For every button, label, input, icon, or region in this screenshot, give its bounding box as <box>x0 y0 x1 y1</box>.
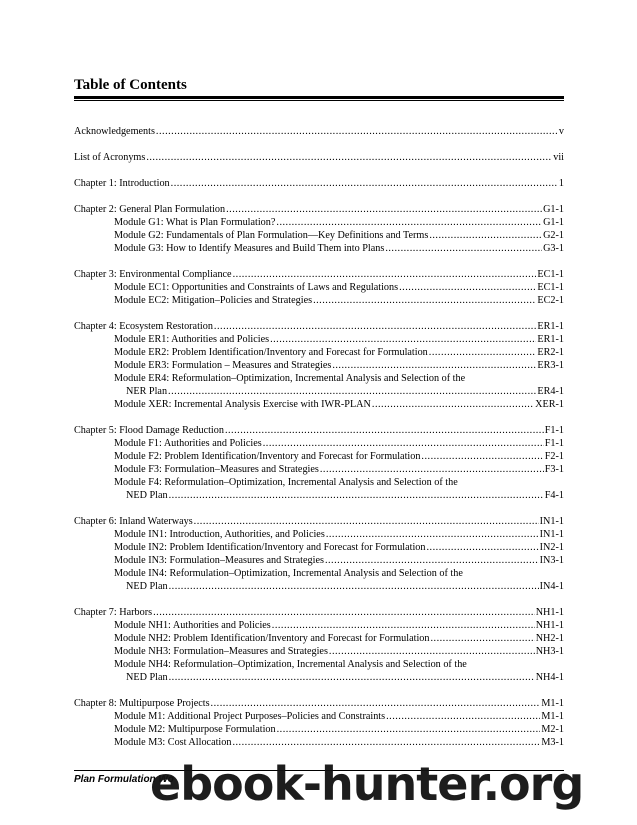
toc-page-number: F3-1 <box>544 464 564 475</box>
toc-label: Module G3: How to Identify Measures and Build Them into Plans <box>114 243 385 254</box>
toc-label: Module ER3: Formulation – Measures and Strategies <box>114 360 332 371</box>
toc-label: Module XER: Incremental Analysis Exercise with IWR-PLAN <box>114 399 371 410</box>
dot-leader <box>169 489 544 502</box>
dot-leader <box>272 619 535 632</box>
toc-module-row[interactable] <box>74 619 564 632</box>
toc-label: Module NH2: Problem Identification/Inventory and Forecast for Formulation <box>114 633 430 644</box>
toc-page-number: EC1-1 <box>537 269 564 280</box>
watermark: ebook-hunter.org <box>150 757 584 811</box>
toc-chapter-row[interactable] <box>74 320 564 333</box>
toc-page-number: F4-1 <box>544 490 564 501</box>
toc-chapter-row[interactable] <box>74 515 564 528</box>
dot-leader <box>313 294 536 307</box>
toc-module-row[interactable] <box>74 242 564 255</box>
dot-leader <box>399 281 536 294</box>
toc-page-number: IN3-1 <box>539 555 564 566</box>
toc-module-row-continuation[interactable] <box>74 671 564 684</box>
toc-label: Module NH3: Formulation–Measures and Strategies <box>114 646 328 657</box>
toc-module-row[interactable] <box>74 294 564 307</box>
toc-module-row-continuation[interactable] <box>74 580 564 593</box>
page-footer: Plan Formulation Wo <box>74 774 174 785</box>
title-rule-thin <box>74 100 564 101</box>
toc-row[interactable] <box>74 151 564 164</box>
dot-leader <box>233 268 537 281</box>
toc-label: NED Plan <box>126 490 168 501</box>
toc-page-number: vii <box>553 152 564 163</box>
toc-label: Module EC2: Mitigation–Policies and Strategies <box>114 295 313 306</box>
dot-leader <box>325 554 539 567</box>
toc-module-row[interactable] <box>74 736 564 749</box>
dot-leader <box>171 177 558 190</box>
toc-page-number: M3-1 <box>541 737 564 748</box>
dot-leader <box>429 229 542 242</box>
toc-label: Module ER1: Authorities and Policies <box>114 334 270 345</box>
toc-label: Module NH1: Authorities and Policies <box>114 620 271 631</box>
toc-module-label-line1[interactable]: Module F4: Reformulation–Optimization, Incremental Analysis and Selection of the <box>114 477 458 488</box>
dot-leader <box>277 723 541 736</box>
toc-page-number: ER1-1 <box>537 321 564 332</box>
toc-label: Module IN1: Introduction, Authorities, and Policies <box>114 529 325 540</box>
toc-module-row[interactable] <box>74 216 564 229</box>
toc-label: Chapter 8: Multipurpose Projects <box>74 698 210 709</box>
toc-label: Chapter 1: Introduction <box>74 178 170 189</box>
toc-page-number: IN4-1 <box>539 581 564 592</box>
toc-module-row[interactable] <box>74 710 564 723</box>
toc-label: Module M3: Cost Allocation <box>114 737 232 748</box>
dot-leader <box>232 736 540 749</box>
toc-label: Module M2: Multipurpose Formulation <box>114 724 276 735</box>
dot-leader <box>430 632 534 645</box>
toc-page-number: G2-1 <box>543 230 564 241</box>
toc-page-number: IN1-1 <box>539 529 564 540</box>
toc-label: Acknowledgements <box>74 126 155 137</box>
dot-leader <box>329 645 535 658</box>
toc-module-row[interactable] <box>74 541 564 554</box>
dot-leader <box>214 320 536 333</box>
toc-chapter-2 <box>74 203 564 255</box>
toc-module-row[interactable] <box>74 632 564 645</box>
toc-entry-chapter-1 <box>74 177 564 190</box>
toc-page-number: F2-1 <box>544 451 564 462</box>
dot-leader <box>270 333 536 346</box>
toc-chapter-5 <box>74 424 564 502</box>
toc-module-row[interactable] <box>74 229 564 242</box>
toc-label: Module G1: What is Plan Formulation? <box>114 217 276 228</box>
toc-page-number: ER1-1 <box>537 334 564 345</box>
dot-leader <box>421 450 543 463</box>
toc-module-row[interactable] <box>74 645 564 658</box>
toc-label: Chapter 7: Harbors <box>74 607 153 618</box>
toc-chapter-6 <box>74 515 564 593</box>
toc-page-number: G1-1 <box>543 217 564 228</box>
toc-module-row[interactable] <box>74 450 564 463</box>
toc-module-row[interactable] <box>74 554 564 567</box>
toc-page-number: G1-1 <box>543 204 564 215</box>
toc-module-row[interactable] <box>74 346 564 359</box>
dot-leader <box>372 398 534 411</box>
toc-chapter-row[interactable] <box>74 268 564 281</box>
dot-leader <box>276 216 542 229</box>
dot-leader <box>168 385 536 398</box>
toc-page-number: NH1-1 <box>535 607 564 618</box>
toc-label: NER Plan <box>126 386 168 397</box>
toc-page-number: G3-1 <box>543 243 564 254</box>
toc-page-number: EC1-1 <box>537 282 564 293</box>
toc-label: Module F2: Problem Identification/Inventory and Forecast for Formulation <box>114 451 421 462</box>
dot-leader <box>386 710 540 723</box>
toc-label: NED Plan <box>126 672 168 683</box>
toc-page-number: NH4-1 <box>535 672 564 683</box>
toc-page-number: EC2-1 <box>537 295 564 306</box>
toc-label: List of Acronyms <box>74 152 146 163</box>
toc-page-number: NH2-1 <box>535 633 564 644</box>
dot-leader <box>169 580 539 593</box>
toc-label: Module F3: Formulation–Measures and Strategies <box>114 464 319 475</box>
toc-label: NED Plan <box>126 581 168 592</box>
dot-leader <box>153 606 535 619</box>
toc-chapter-4 <box>74 320 564 411</box>
toc-label: Module IN2: Problem Identification/Inventory and Forecast for Formulation <box>114 542 426 553</box>
toc-page-number: XER-1 <box>535 399 564 410</box>
toc-chapter-row[interactable] <box>74 203 564 216</box>
toc-chapter-row[interactable] <box>74 424 564 437</box>
toc-module-row[interactable] <box>74 333 564 346</box>
toc-module-row[interactable] <box>74 359 564 372</box>
toc-module-label-line1[interactable]: Module NH4: Reformulation–Optimization, Incremental Analysis and Selection of the <box>114 659 467 670</box>
toc-module-row[interactable] <box>74 398 564 411</box>
toc-label: Chapter 3: Environmental Compliance <box>74 269 232 280</box>
toc-page-number: IN1-1 <box>539 516 564 527</box>
toc-row[interactable] <box>74 177 564 190</box>
dot-leader <box>194 515 539 528</box>
toc-chapter-8 <box>74 697 564 749</box>
dot-leader <box>169 671 535 684</box>
toc-label: Module M1: Additional Project Purposes–Policies and Constraints <box>114 711 386 722</box>
toc-module-row[interactable] <box>74 528 564 541</box>
dot-leader <box>429 346 537 359</box>
toc-label: Chapter 2: General Plan Formulation <box>74 204 226 215</box>
toc-row[interactable] <box>74 125 564 138</box>
dot-leader <box>225 424 544 437</box>
toc-page-number: M1-1 <box>541 698 564 709</box>
table-of-contents <box>74 125 564 762</box>
toc-page-number: F1-1 <box>544 425 564 436</box>
toc-page-number: ER4-1 <box>537 386 564 397</box>
toc-page-number: v <box>558 126 564 137</box>
dot-leader <box>326 528 539 541</box>
toc-page-number: M2-1 <box>541 724 564 735</box>
toc-chapter-7 <box>74 606 564 684</box>
toc-module-row-continuation[interactable] <box>74 385 564 398</box>
toc-label: Module G2: Fundamentals of Plan Formulation—Key Definitions and Terms <box>114 230 429 241</box>
toc-chapter-row[interactable] <box>74 606 564 619</box>
toc-page-number: ER2-1 <box>537 347 564 358</box>
dot-leader <box>146 151 552 164</box>
toc-module-row[interactable] <box>74 463 564 476</box>
toc-label: Module ER2: Problem Identification/Inventory and Forecast for Formulation <box>114 347 428 358</box>
toc-page-number: 1 <box>558 178 564 189</box>
dot-leader <box>385 242 542 255</box>
toc-module-row[interactable] <box>74 723 564 736</box>
toc-page-number: F1-1 <box>544 438 564 449</box>
toc-label: Chapter 5: Flood Damage Reduction <box>74 425 224 436</box>
dot-leader <box>156 125 558 138</box>
toc-label: Module IN3: Formulation–Measures and Strategies <box>114 555 324 566</box>
toc-module-row[interactable] <box>74 437 564 450</box>
toc-entry-acknowledgements <box>74 125 564 138</box>
toc-page-number: ER3-1 <box>537 360 564 371</box>
dot-leader <box>427 541 539 554</box>
dot-leader <box>211 697 541 710</box>
toc-module-label-line1[interactable]: Module IN4: Reformulation–Optimization, Incremental Analysis and Selection of the <box>114 568 463 579</box>
toc-module-row-continuation[interactable] <box>74 489 564 502</box>
dot-leader <box>226 203 542 216</box>
toc-label: Module F1: Authorities and Policies <box>114 438 262 449</box>
title-rule <box>74 96 564 99</box>
toc-label: Chapter 4: Ecosystem Restoration <box>74 321 213 332</box>
toc-chapter-row[interactable] <box>74 697 564 710</box>
toc-page-number: M1-1 <box>541 711 564 722</box>
page-title: Table of Contents <box>74 77 187 93</box>
toc-label: Chapter 6: Inland Waterways <box>74 516 193 527</box>
toc-page-number: NH3-1 <box>535 646 564 657</box>
dot-leader <box>320 463 544 476</box>
dot-leader <box>263 437 544 450</box>
toc-chapter-3 <box>74 268 564 307</box>
toc-entry-acronyms <box>74 151 564 164</box>
dot-leader <box>332 359 536 372</box>
toc-label: Module EC1: Opportunities and Constraints of Laws and Regulations <box>114 282 399 293</box>
toc-module-row[interactable] <box>74 281 564 294</box>
toc-page-number: IN2-1 <box>539 542 564 553</box>
toc-module-label-line1[interactable]: Module ER4: Reformulation–Optimization, Incremental Analysis and Selection of the <box>114 373 466 384</box>
toc-page-number: NH1-1 <box>535 620 564 631</box>
